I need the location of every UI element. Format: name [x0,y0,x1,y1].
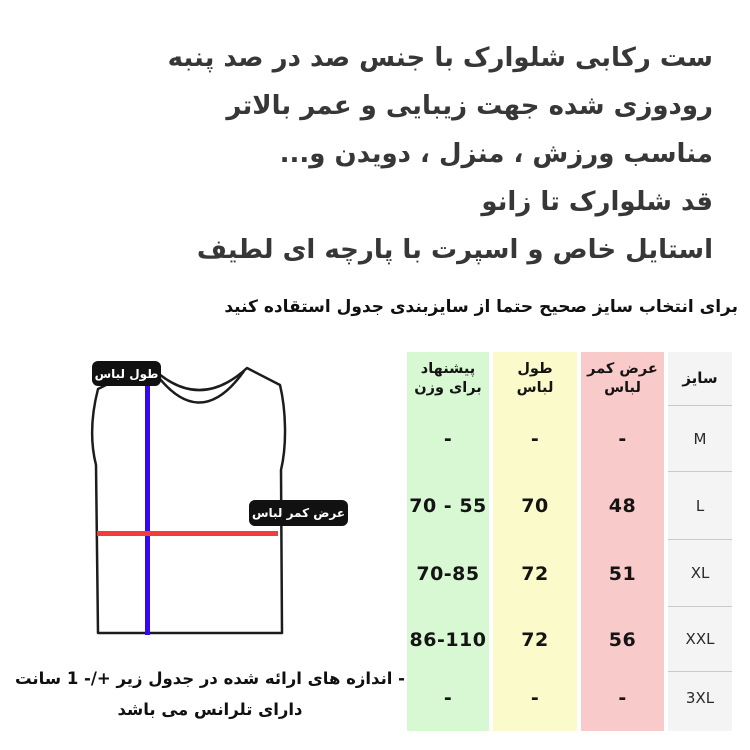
waist-cell: 48 [608,495,637,517]
description-line: ست رکابی شلوارک با جنس صد در صد پنبه [167,43,713,73]
waist-cell: 51 [608,562,637,585]
size-cell: 3XL [685,688,715,707]
header-length: طول لباس [516,361,554,396]
length-measure-line [145,363,150,635]
width-label: عرض کمر لباس [249,500,348,526]
product-description [168,34,713,274]
weight-cell: 55 - 70 [409,495,487,517]
width-measure-line [97,531,278,536]
tolerance-note-line: دارای تلرانس می باشد [117,700,303,719]
size-column [668,352,732,731]
description-line: مناسب ورزش ، منزل ، دویدن و... [279,139,713,169]
length-cell: 70 [521,495,549,517]
header-waist-width: عرض کمر لباس [587,361,658,396]
size-cell: M [668,406,732,472]
garment-measure-diagram [60,350,400,690]
length-label: طول لباس [92,361,161,386]
shirt-outline-path [92,364,285,633]
size-cell: L [668,472,732,540]
waist-cell: - [618,686,627,709]
length-cell: 72 [521,628,549,651]
description-line: استایل خاص و اسپرت با پارچه ای لطیف [196,235,713,265]
length-cell: - [530,686,540,709]
waist-cell: - [618,428,627,450]
waist-cell: 56 [608,628,637,651]
weight-cell: - [443,428,453,450]
size-cell: XXL [668,607,732,672]
header-size: سایز [668,352,732,406]
waist-width-column [581,352,664,731]
length-cell: 72 [521,562,549,585]
weight-cell: - [443,686,453,709]
tank-top-outline [60,350,400,690]
size-table [407,352,732,731]
tolerance-note-line: - اندازه های ارائه شده در جدول زیر +/- 1 سانت [14,669,406,688]
header-weight: پیشنهاد برای وزن [414,361,482,396]
length-cell: - [530,428,540,450]
tolerance-note [10,663,410,725]
size-cell: XL [668,540,732,607]
size-selection-note: برای انتخاب سایز صحیح حتما از سایزبندی جدول استقاده کنید [224,297,738,317]
description-line: قد شلوارک تا زانو [481,187,713,217]
description-line: رودوزی شده جهت زیبایی و عمر بالاتر [226,91,713,121]
weight-cell: 86-110 [409,628,487,651]
length-column [493,352,577,731]
weight-suggestion-column [407,352,489,731]
weight-cell: 70-85 [416,562,480,585]
